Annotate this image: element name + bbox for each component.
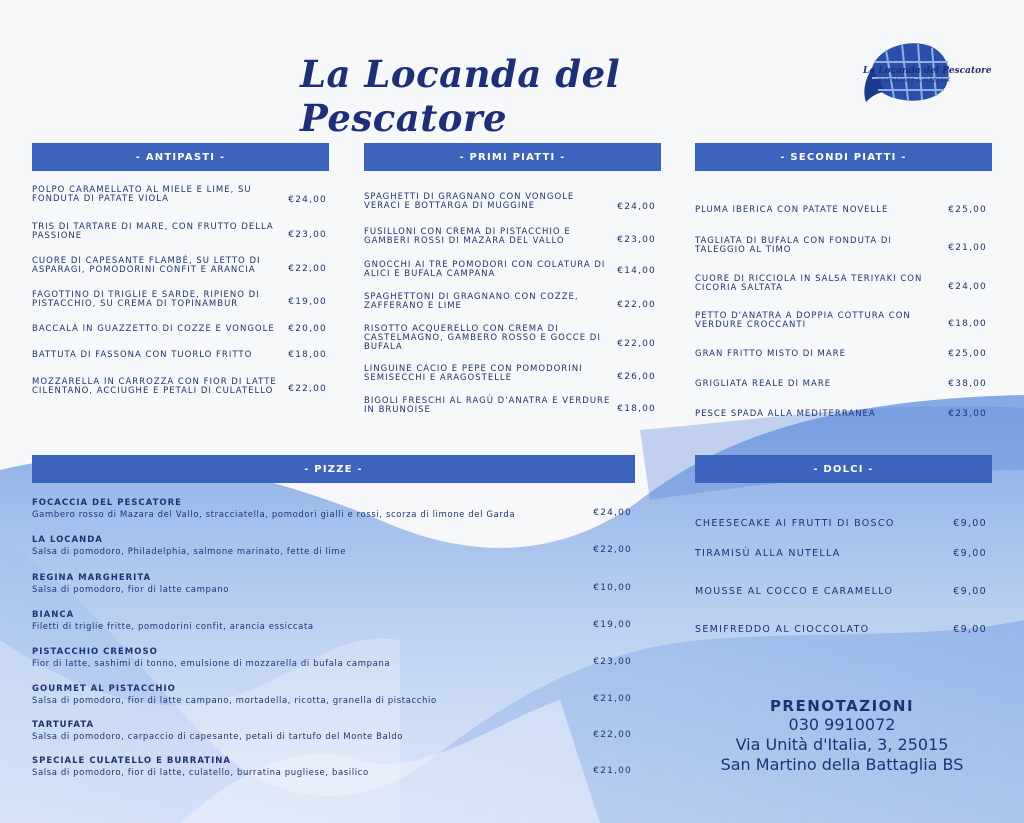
dish-name: TRIS DI TARTARE DI MARE, CON FRUTTO DELLA PASSIONE — [32, 222, 274, 241]
pizza-item — [32, 684, 637, 706]
pizza-price: €10,00 — [593, 583, 632, 593]
dish-price: €26,00 — [617, 372, 656, 382]
dish-name: CUORE DI RICCIOLA IN SALSA TERIYAKI CON CICORIA SALTATA — [695, 274, 923, 293]
dish-name: GNOCCHI AI TRE POMODORI CON COLATURA DI ALICI E BUFALA CAMPANA — [364, 260, 606, 279]
pizza-name: BIANCA — [32, 610, 75, 620]
dish-name: SPAGHETTI DI GRAGNANO CON VONGOLE VERACI E BOTTARGA DI MUGGINE — [364, 192, 575, 211]
dolci-header: - DOLCI - — [695, 455, 992, 483]
dish-price: €20,00 — [288, 324, 327, 334]
pizza-description: Filetti di triglie fritte, pomodorini confit, arancia essiccata — [32, 622, 314, 632]
pizza-description: Salsa di pomodoro, Philadelphia, salmone marinato, fette di lime — [32, 547, 347, 557]
pizza-name: REGINA MARGHERITA — [32, 573, 152, 583]
dish-price: €25,00 — [948, 205, 987, 215]
pizza-price: €22,00 — [593, 545, 632, 555]
secondi-header: - SECONDI PIATTI - — [695, 143, 992, 171]
pizza-name: GOURMET AL PISTACCHIO — [32, 684, 176, 694]
dish-price: €24,00 — [948, 282, 987, 292]
pizza-item — [32, 498, 637, 520]
pizza-item — [32, 573, 637, 595]
pizza-description: Salsa di pomodoro, fior di latte campano — [32, 585, 230, 595]
dish-price: €21,00 — [948, 243, 987, 253]
dish-name: PESCE SPADA ALLA MEDITERRANEA — [695, 409, 876, 419]
dish-price: €22,00 — [617, 300, 656, 310]
pizza-description: Gambero rosso di Mazara del Vallo, stracciatella, pomodori gialli e rossi, scorza di limone del Garda — [32, 510, 516, 520]
dessert-price: €9,00 — [953, 548, 987, 559]
address-street: Via Unità d'Italia, 3, 25015 — [735, 735, 949, 754]
pizza-price: €21,00 — [593, 694, 632, 704]
dish-name: PETTO D'ANATRA A DOPPIA COTTURA CON VERDURE CROCCANTI — [695, 311, 911, 330]
dessert-price: €9,00 — [953, 624, 987, 635]
pizza-price: €21,00 — [593, 766, 632, 776]
dish-name: POLPO CARAMELLATO AL MIELE E LIME, SU FONDUTA DI PATATE VIOLA — [32, 185, 252, 204]
logo-text: La Locanda del Pescatore — [863, 66, 992, 76]
dish-price: €23,00 — [948, 409, 987, 419]
pizza-item — [32, 610, 637, 632]
dish-name: BACCALÀ IN GUAZZETTO DI COZZE E VONGOLE — [32, 324, 275, 334]
pizza-name: FOCACCIA DEL PESCATORE — [32, 498, 182, 508]
dish-price: €19,00 — [288, 297, 327, 307]
dish-price: €23,00 — [617, 235, 656, 245]
dish-price: €23,00 — [288, 230, 327, 240]
dish-price: €22,00 — [288, 384, 327, 394]
dish-price: €22,00 — [288, 264, 327, 274]
address-city: San Martino della Battaglia BS — [720, 755, 964, 774]
dessert-name: CHEESECAKE AI FRUTTI DI BOSCO — [695, 518, 895, 529]
logo-subtitle: RISTORANTE & PIZZERIA — [878, 78, 951, 84]
pizza-description: Salsa di pomodoro, carpaccio di capesante, petali di tartufo del Monte Baldo — [32, 732, 404, 742]
dish-name: FUSILLONI CON CREMA DI PISTACCHIO E GAMBERI ROSSI DI MAZARA DEL VALLO — [364, 227, 571, 246]
pizza-description: Salsa di pomodoro, fior di latte campano, mortadella, ricotta, granella di pistacchio — [32, 696, 437, 706]
dessert-name: TIRAMISÙ ALLA NUTELLA — [695, 548, 841, 559]
pizza-name: SPECIALE CULATELLO E BURRATINA — [32, 756, 231, 766]
dish-name: TAGLIATA DI BUFALA CON FONDUTA DI TALEGGIO AL TIMO — [695, 236, 892, 255]
pizza-price: €24,00 — [593, 508, 632, 518]
pizza-price: €23,00 — [593, 657, 632, 667]
dessert-price: €9,00 — [953, 518, 987, 529]
pizza-item — [32, 647, 637, 669]
dish-name: CUORE DI CAPESANTE FLAMBÉ, SU LETTO DI ASPARAGI, POMODORINI CONFIT E ARANCIA — [32, 256, 261, 275]
pizza-price: €19,00 — [593, 620, 632, 630]
pizza-description: Fior di latte, sashimi di tonno, emulsione di mozzarella di bufala campana — [32, 659, 391, 669]
dish-name: RISOTTO ACQUERELLO CON CREMA DI CASTELMAGNO, GAMBERO ROSSO E GOCCE DI BUFALA — [364, 324, 601, 352]
dish-name: BATTUTA DI FASSONA CON TUORLO FRITTO — [32, 350, 253, 360]
dish-price: €24,00 — [617, 202, 656, 212]
pizza-item — [32, 535, 637, 557]
pizza-price: €22,00 — [593, 730, 632, 740]
reservations-block — [700, 697, 984, 775]
pizza-description: Salsa di pomodoro, fior di latte, culatello, burratina pugliese, basilico — [32, 768, 369, 778]
dish-name: SPAGHETTONI DI GRAGNANO CON COZZE, ZAFFERANO E LIME — [364, 292, 579, 311]
dish-price: €38,00 — [948, 379, 987, 389]
dish-price: €18,00 — [948, 319, 987, 329]
antipasti-header: - ANTIPASTI - — [32, 143, 329, 171]
dish-name: GRIGLIATA REALE DI MARE — [695, 379, 832, 389]
reservations-heading: PRENOTAZIONI — [769, 697, 915, 715]
pizza-item — [32, 756, 637, 778]
pizza-name: LA LOCANDA — [32, 535, 103, 545]
pizze-header: - PIZZE - — [32, 455, 635, 483]
dessert-name: MOUSSE AL COCCO E CARAMELLO — [695, 586, 894, 597]
pizza-item — [32, 720, 637, 742]
pizza-name: TARTUFATA — [32, 720, 95, 730]
dish-price: €25,00 — [948, 349, 987, 359]
dessert-price: €9,00 — [953, 586, 987, 597]
pizza-name: PISTACCHIO CREMOSO — [32, 647, 158, 657]
dish-price: €24,00 — [288, 195, 327, 205]
dish-name: FAGOTTINO DI TRIGLIE E SARDE, RIPIENO DI PISTACCHIO, SU CREMA DI TOPINAMBUR — [32, 290, 260, 309]
dish-price: €22,00 — [617, 339, 656, 349]
phone-number[interactable]: 030 9910072 — [788, 715, 896, 734]
dish-name: LINGUINE CACIO E PEPE CON POMODORINI SEMISECCHI E ARAGOSTELLE — [364, 364, 583, 383]
dish-name: GRAN FRITTO MISTO DI MARE — [695, 349, 846, 359]
dish-price: €14,00 — [617, 266, 656, 276]
restaurant-title: La Locanda del Pescatore — [300, 52, 621, 140]
primi-header: - PRIMI PIATTI - — [364, 143, 661, 171]
dish-price: €18,00 — [288, 350, 327, 360]
dish-name: BIGOLI FRESCHI AL RAGÙ D'ANATRA E VERDURE IN BRUNOISE — [364, 396, 611, 415]
dish-name: MOZZARELLA IN CARROZZA CON FIOR DI LATTE CILENTANO, ACCIUGHE E PETALI DI CULATELLO — [32, 377, 277, 396]
dessert-name: SEMIFREDDO AL CIOCCOLATO — [695, 624, 870, 635]
dish-price: €18,00 — [617, 404, 656, 414]
dish-name: PLUMA IBERICA CON PATATE NOVELLE — [695, 205, 889, 215]
